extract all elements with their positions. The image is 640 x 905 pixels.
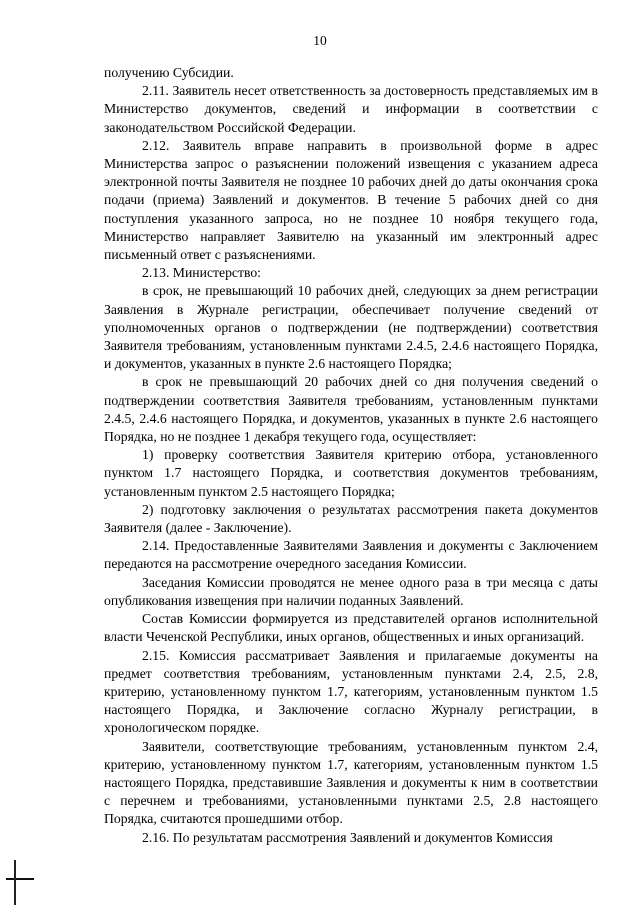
paragraph-2-14: 2.14. Предоставленные Заявителями Заявления и документы с Заключением передаются на рассмотрение очередного заседания Комиссии. [104, 538, 598, 572]
paragraph-2-15: 2.15. Комиссия рассматривает Заявления и прилагаемые документы на предмет соответствия требованиям, установленным пунктами 2.4, 2.5, 2.8, критерию, установленному пунктом 1.7, категориям, установленным пунктом 1.5 настоящего Порядка, и Заключение согласно Журналу регистрации, в хронологическом порядке. [104, 647, 598, 736]
paragraph-commission-meetings: Заседания Комиссии проводятся не менее одного раза в три месяца с даты опубликования извещения при наличии поданных Заявлений. [104, 574, 598, 608]
paragraph-applicants-passed: Заявители, соответствующие требованиям, установленным пунктом 2.4, критерию, установленному пунктом 1.7, категориям, установленным пунктом 1.5 настоящего Порядка, представившие Заявления и документы к ним в соответствии с перечнем и требованиями, установленными пунктами 2.5, 2.8 настоящего Порядка, считаются прошедшими отбор. [104, 738, 598, 827]
paragraph-commission-composition: Состав Комиссии формируется из представителей органов исполнительной власти Чеченской Республики, иных органов, общественных и иных организаций. [104, 611, 598, 645]
document-body [104, 64, 598, 847]
paragraph-2-13: 2.13. Министерство: [142, 265, 261, 281]
paragraph-continuation: получению Субсидии. [104, 65, 234, 80]
paragraph-2-12: 2.12. Заявитель вправе направить в произвольной форме в адрес Министерства запрос о разъяснении положений извещения с указанием адреса электронной почты Заявителя не позднее 10 рабочих дней до даты окончания срока подачи (приема) Заявлений и документов. В течение 5 рабочих дней со дня поступления указанного запроса, но не позднее 10 ноября текущего года, Министерство направляет Заявителю на указанный им электронный адрес письменный ответ с разъяснениями. [104, 137, 598, 263]
scan-edge-mark [6, 878, 34, 880]
scan-edge-line [14, 860, 16, 905]
paragraph-2-16: 2.16. По результатам рассмотрения Заявлений и документов Комиссия [142, 829, 553, 845]
paragraph-2-13-item-1: 1) проверку соответствия Заявителя критерию отбора, установленного пунктом 1.7 настоящего Порядка, и соответствия документов требованиям, установленным пунктом 2.5 настоящего Порядка; [104, 447, 598, 499]
paragraph-2-13-second-term: в срок не превышающий 20 рабочих дней со дня получения сведений о подтверждении соответствия Заявителя требованиям, установленным пунктами 2.4.5, 2.4.6 настоящего Порядка, и документов, указанных в пункте 2.6 настоящего Порядка, но не позднее 1 декабря текущего года, осуществляет: [104, 374, 598, 445]
paragraph-2-13-item-2: 2) подготовку заключения о результатах рассмотрения пакета документов Заявителя (далее - Заключение). [104, 501, 598, 536]
page-number: 10 [313, 33, 327, 48]
paragraph-2-13-first-term: в срок, не превышающий 10 рабочих дней, следующих за днем регистрации Заявления в Журнале регистрации, обеспечивает получение сведений от уполномоченных органов о подтверждении (не подтверждении) соответствия Заявителя требованиям, установленным пунктами 2.4.5, 2.4.6 настоящего Порядка, и документов, указанных в пункте 2.6 настоящего Порядка; [104, 283, 598, 372]
paragraph-2-11: 2.11. Заявитель несет ответственность за достоверность представляемых им в Министерство документов, сведений и информации в соответствии с законодательством Российской Федерации. [104, 83, 598, 135]
